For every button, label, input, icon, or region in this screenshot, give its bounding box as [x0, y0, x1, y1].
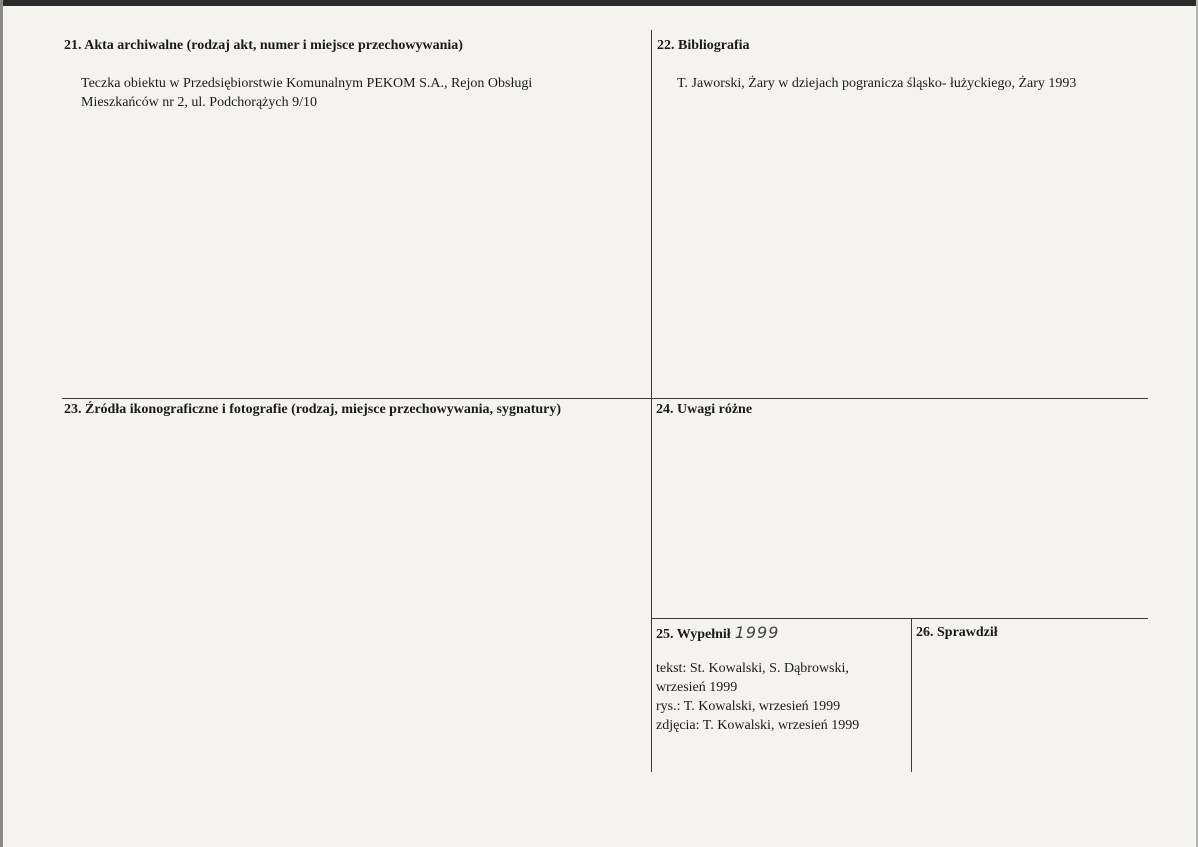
- section-25-line-4: zdjęcia: T. Kowalski, wrzesień 1999: [656, 718, 860, 733]
- section-21-line-1: Teczka obiektu w Przedsiębiorstwie Komunalnym PEKOM S.A., Rejon Obsługi: [81, 76, 533, 91]
- section-22-line-1: T. Jaworski, Żary w dziejach pogranicza śląsko- łużyckiego, Żary 1993: [677, 76, 1077, 91]
- section-25-line-1: tekst: St. Kowalski, S. Dąbrowski,: [656, 661, 849, 676]
- section-21-line-2: Mieszkańców nr 2, ul. Podchorążych 9/10: [81, 95, 317, 110]
- handwritten-year: 1999: [734, 623, 780, 642]
- section-22-title: 22. Bibliografia: [657, 38, 750, 53]
- section-25-label: 25. Wypełnił: [656, 627, 731, 642]
- section-21-title: 21. Akta archiwalne (rodzaj akt, numer i miejsce przechowywania): [64, 38, 463, 53]
- divider-vertical-main: [651, 30, 652, 772]
- section-26-title: 26. Sprawdził: [916, 625, 998, 640]
- divider-horizontal-signatures: [651, 618, 1148, 619]
- section-25-line-2: wrzesień 1999: [656, 680, 738, 695]
- section-25-body: [656, 659, 859, 735]
- section-23-title: 23. Źródła ikonograficzne i fotografie (rodzaj, miejsce przechowywania, sygnatury): [64, 402, 562, 417]
- divider-horizontal-middle: [62, 398, 1148, 399]
- section-24-title: 24. Uwagi różne: [656, 402, 753, 417]
- section-22-body: [677, 74, 1076, 93]
- scan-edge-top: [0, 0, 1198, 6]
- section-25-line-3: rys.: T. Kowalski, wrzesień 1999: [656, 699, 841, 714]
- scan-edge-left: [0, 0, 3, 847]
- divider-vertical-signatures: [911, 618, 912, 772]
- section-21-body: [81, 74, 532, 112]
- section-25-title: [656, 624, 779, 644]
